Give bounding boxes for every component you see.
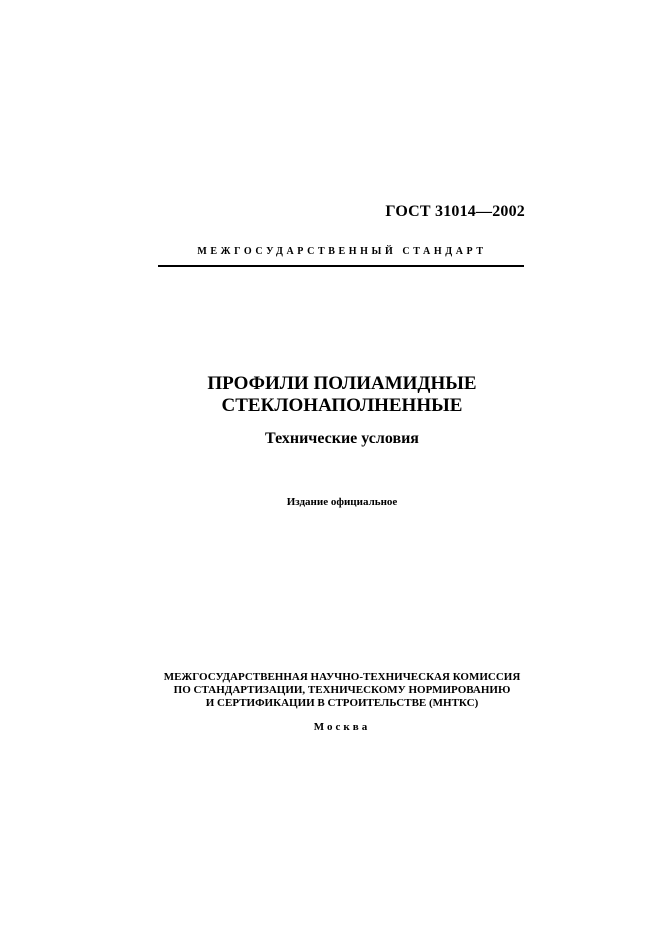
publisher-block bbox=[140, 671, 544, 710]
publisher-line: МЕЖГОСУДАРСТВЕННАЯ НАУЧНО-ТЕХНИЧЕСКАЯ КОМИССИЯ bbox=[163, 671, 521, 683]
standard-number: ГОСТ 31014—2002 bbox=[385, 203, 525, 220]
document-title bbox=[160, 373, 524, 417]
document-subtitle: Технические условия bbox=[265, 430, 419, 447]
publisher-line: И СЕРТИФИКАЦИИ В СТРОИТЕЛЬСТВЕ (МНТКС) bbox=[205, 697, 479, 709]
publication-city: Москва bbox=[313, 721, 371, 733]
edition-note: Издание официальное bbox=[286, 496, 398, 508]
standard-type-label: МЕЖГОСУДАРСТВЕННЫЙ СТАНДАРТ bbox=[197, 246, 487, 257]
title-line: ПРОФИЛИ ПОЛИАМИДНЫЕ bbox=[207, 373, 477, 394]
header-divider bbox=[158, 265, 524, 267]
publisher-line: ПО СТАНДАРТИЗАЦИИ, ТЕХНИЧЕСКОМУ НОРМИРОВАНИЮ bbox=[173, 684, 511, 696]
title-line: СТЕКЛОНАПОЛНЕННЫЕ bbox=[221, 395, 463, 416]
